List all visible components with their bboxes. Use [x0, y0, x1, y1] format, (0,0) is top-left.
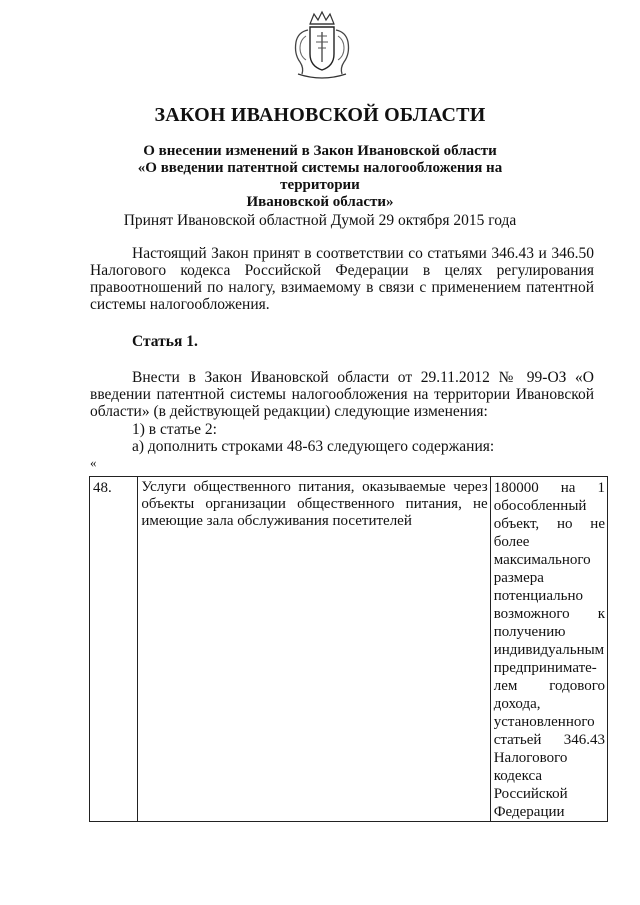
amount-cell	[490, 477, 607, 822]
document-subtitle	[100, 143, 540, 211]
list-item-a: а) дополнить строками 48-63 следующего содержания:	[132, 438, 495, 455]
amendment-table	[89, 476, 608, 822]
amount-line: размера	[493, 570, 544, 586]
amount-line: кодекса	[493, 768, 542, 784]
amount-line: лем годового	[493, 678, 605, 694]
amount-line: индивидуальным	[493, 642, 605, 658]
table-row	[90, 477, 608, 822]
service-description-cell: Услуги общественного питания, оказываемые через объекты организации общественного питания, не имеющие зала обслуживания посетителей	[138, 477, 490, 822]
amount-line: более	[493, 534, 530, 550]
amount-line: 180000 на 1	[493, 480, 605, 496]
article-paragraph: Внести в Закон Ивановской области от 29.11.2012 № 99-ОЗ «О введении патентной системы налогообложения на территории Ивановской области» (в действующей редакции) следующие изменения:	[90, 369, 594, 420]
coat-of-arms-icon	[288, 10, 356, 82]
amount-line: Налогового	[493, 750, 568, 766]
amount-line: установленного	[493, 714, 595, 730]
article-heading: Статья 1.	[132, 333, 198, 350]
list-item-1: 1) в статье 2:	[132, 421, 217, 438]
preamble-paragraph: Настоящий Закон принят в соответствии со статьями 346.43 и 346.50 Налогового кодекса Российской Федерации в целях регулирования правоотношений по налогу, взимаемому в связи с применением патентной системы налогообложения.	[90, 245, 594, 313]
amount-line: потенциально	[493, 588, 583, 604]
amount-line: возможного к	[493, 606, 605, 622]
amount-line: максимального	[493, 552, 591, 568]
subtitle-line: Ивановской области»	[246, 194, 394, 210]
amount-line: получению	[493, 624, 566, 640]
opening-quote: «	[90, 455, 97, 470]
amount-line: обособленный	[493, 498, 587, 514]
amount-line: объект, но не	[493, 516, 605, 532]
adoption-date-line: Принят Ивановской областной Думой 29 октября 2015 года	[123, 212, 517, 229]
subtitle-line: «О введении патентной системы налогообложения на территории	[137, 160, 503, 193]
amount-line: дохода,	[493, 696, 541, 712]
amount-line: Российской	[493, 786, 568, 802]
amount-line: Федерации	[493, 804, 565, 820]
amount-line: статьей 346.43	[493, 732, 605, 748]
document-title: ЗАКОН ИВАНОВСКОЙ ОБЛАСТИ	[154, 104, 486, 126]
amount-line: предпринимате-	[493, 660, 597, 676]
subtitle-line: О внесении изменений в Закон Ивановской области	[143, 143, 497, 159]
row-number-cell: 48.	[90, 477, 138, 822]
